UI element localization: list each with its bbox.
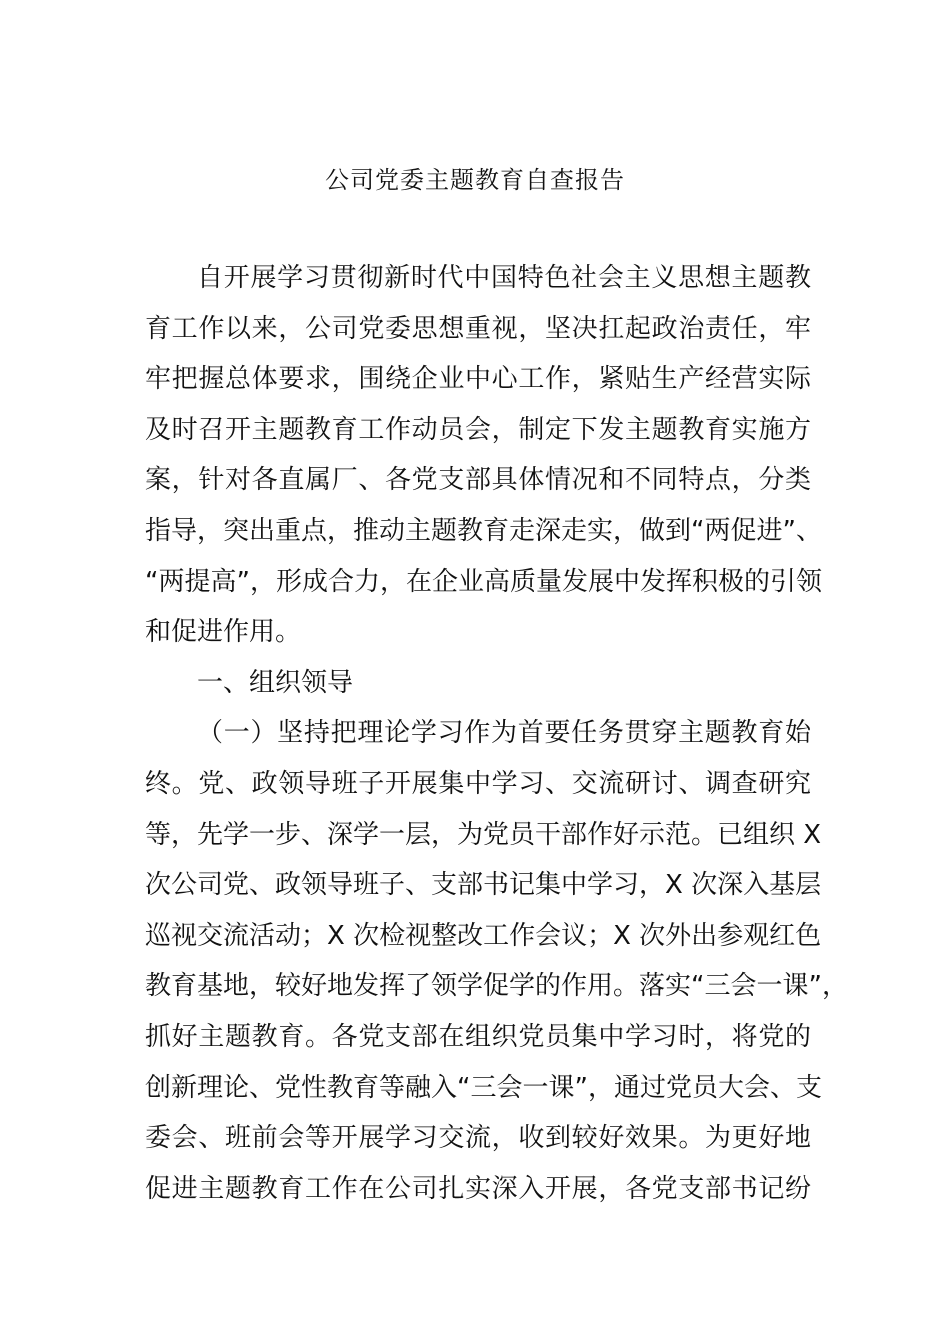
paragraph-line: 抓好主题教育。各党支部在组织党员集中学习时，将党的: [145, 1021, 811, 1052]
paragraph-line: 及时召开主题教育工作动员会，制定下发主题教育实施方: [145, 414, 811, 445]
document-body: [145, 253, 848, 1214]
paragraph-line: 自开展学习贯彻新时代中国特色社会主义思想主题教: [197, 263, 811, 293]
paragraph-line: 委会、班前会等开展学习交流，收到较好效果。为更好地: [145, 1123, 811, 1154]
paragraph-line: 等，先学一步、深学一层，为党员干部作好示范。已组织 X: [145, 819, 822, 850]
paragraph-line: 育工作以来，公司党委思想重视，坚决扛起政治责任，牢: [145, 313, 811, 344]
paragraph-line: 教育基地，较好地发挥了领学促学的作用。落实“三会一课”，: [145, 971, 848, 1002]
section-heading: 一、组织领导: [197, 667, 354, 698]
paragraph-line: 促进主题教育工作在公司扎实深入开展，各党支部书记纷: [145, 1173, 811, 1204]
paragraph-line: 案，针对各直属厂、各党支部具体情况和不同特点，分类: [145, 465, 811, 496]
paragraph-line: 牢把握总体要求，围绕企业中心工作，紧贴生产经营实际: [145, 364, 811, 395]
document-title: 公司党委主题教育自查报告: [325, 166, 625, 194]
paragraph-line: 和促进作用。: [145, 617, 302, 648]
paragraph-line: （一）坚持把理论学习作为首要任务贯穿主题教育始: [197, 718, 811, 749]
paragraph-line: 次公司党、政领导班子、支部书记集中学习，X 次深入基层: [145, 870, 822, 901]
paragraph-line: 巡视交流活动；X 次检视整改工作会议；X 次外出参观红色: [145, 920, 822, 951]
paragraph-line: 终。党、政领导班子开展集中学习、交流研讨、调查研究: [145, 768, 811, 799]
paragraph-line: 创新理论、党性教育等融入“三会一课”，通过党员大会、支: [145, 1072, 822, 1103]
paragraph-line: 指导，突出重点，推动主题教育走深走实，做到“两促进”、: [145, 515, 822, 546]
paragraph-line: “两提高”，形成合力，在企业高质量发展中发挥积极的引领: [145, 566, 822, 597]
